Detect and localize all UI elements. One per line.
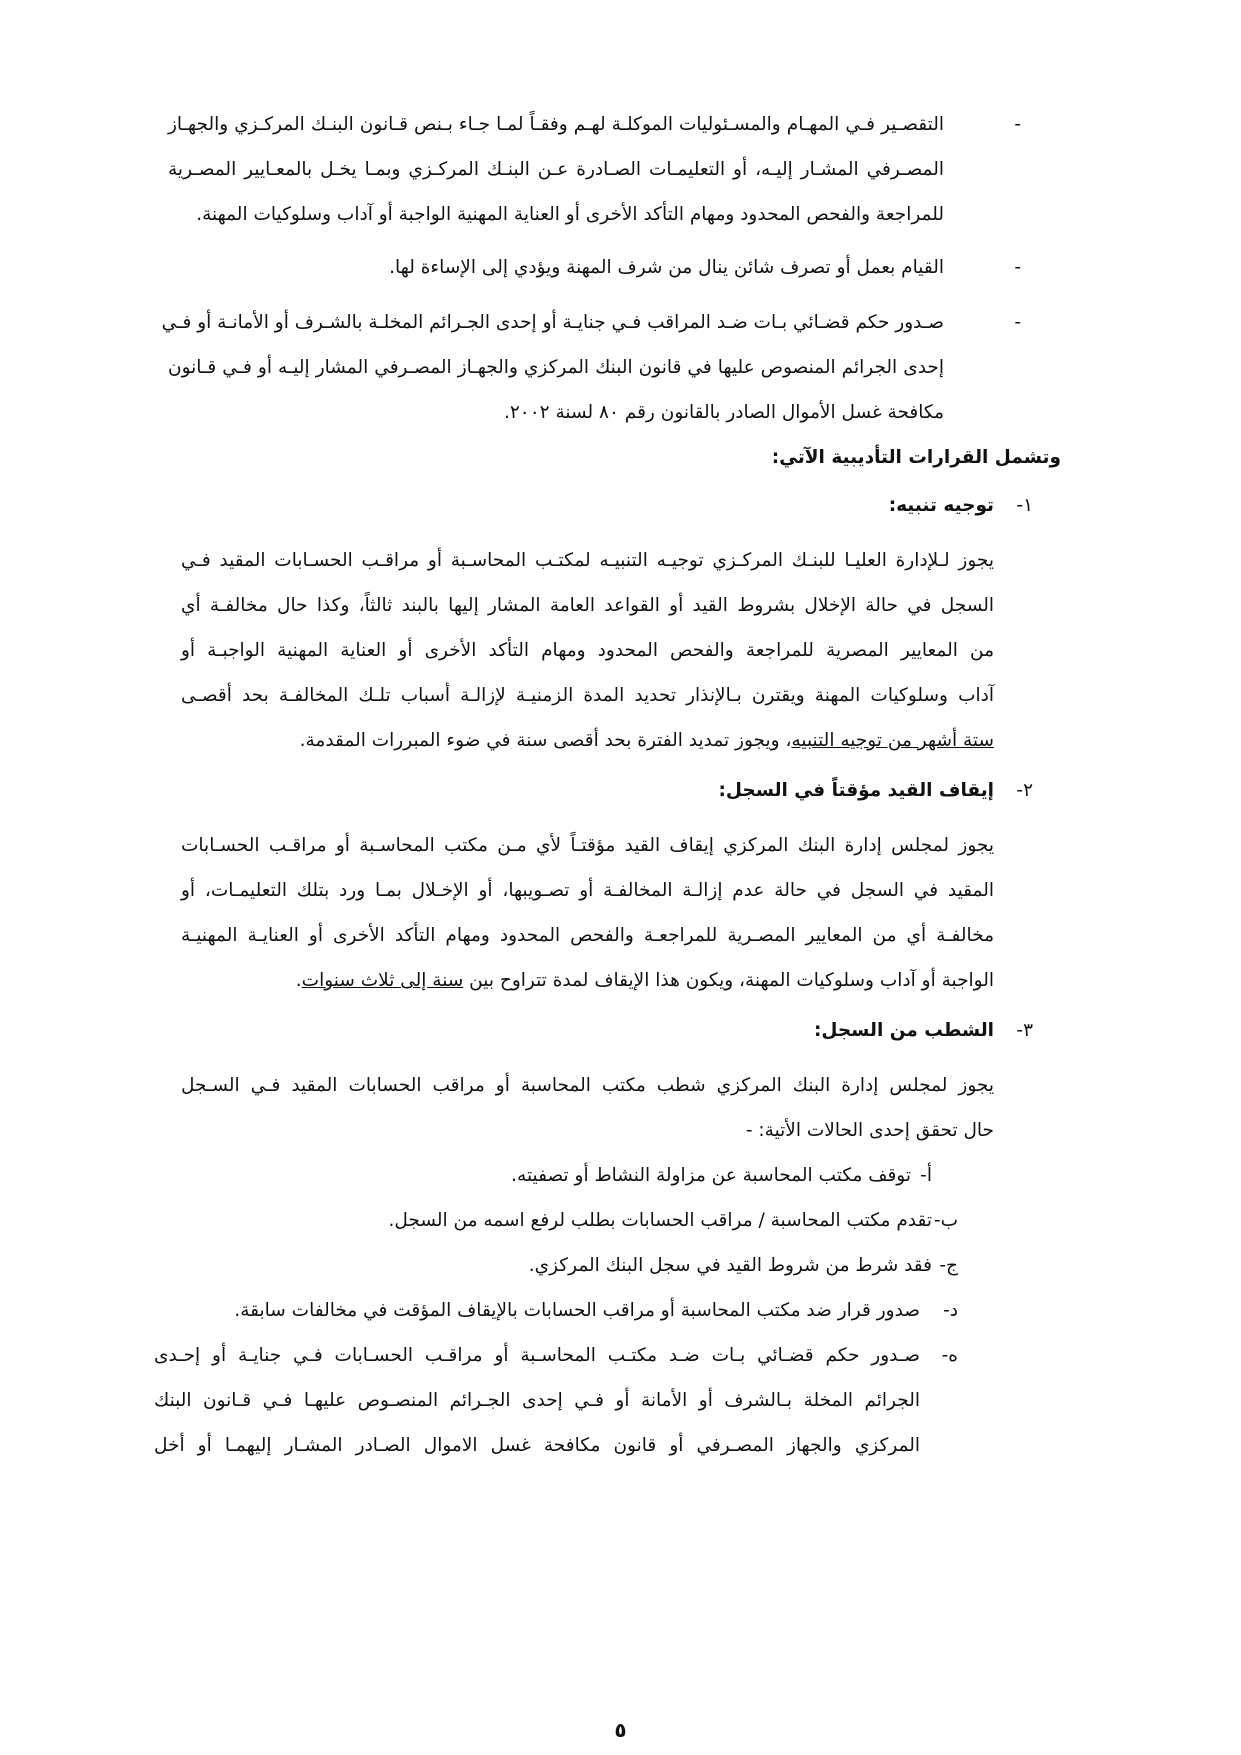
section-1-line-3: من المعايير المصرية للمراجعة والفحص المحدود ومهام التأكد الأخرى أو العناية المهنية الواجبـة أو bbox=[181, 640, 994, 661]
section-3-intro-line-1: يجوز لمجلس إدارة البنك المركزي شطب مكتب المحاسبة أو مراقب الحسابات المقيد فـي السـجل bbox=[181, 1075, 994, 1096]
section-1-line-2: السجل في حالة الإخلال بشروط القيد أو القواعد العامة المشار إليها بالبند ثالثاً، وكذا حال مخالفـة أي bbox=[181, 595, 994, 616]
section-2-line-4 bbox=[296, 968, 994, 994]
bullet-1-line-2: المصـرفي المشـار إليـه، أو التعليمـات الصـادرة عـن البنـك المركـزي وبمـا يخـل بالمعـايير المصـرية bbox=[168, 159, 944, 180]
bullet-dash: - bbox=[1014, 257, 1021, 278]
section-1-number: ١- bbox=[1016, 495, 1033, 516]
section-2-underlined-text: سنة إلى ثلاث سنوات bbox=[301, 970, 464, 991]
section-2-end-text: . bbox=[295, 970, 302, 991]
item-d-label: د- bbox=[943, 1300, 958, 1321]
item-d-text: صدور قرار ضد مكتب المحاسبة أو مراقب الحسابات بالإيقاف المؤقت في مخالفات سابقة. bbox=[234, 1300, 920, 1321]
bullet-dash: - bbox=[1014, 312, 1021, 333]
page-number: ٥ bbox=[614, 1718, 627, 1742]
section-2-line-2: المقيد في السجل في حالة عدم إزالـة المخالفـة أو تصـويبها، أو الإخـلال بمـا ورد بتلك التعليمـات، أو bbox=[181, 880, 994, 901]
section-2-title: إيقاف القيد مؤقتاً في السجل: bbox=[718, 780, 994, 801]
bullet-dash: - bbox=[1014, 114, 1021, 135]
section-2-number: ٢- bbox=[1016, 780, 1033, 801]
bullet-1-line-1: التقصـير فـي المهـام والمسـئوليات الموكلـة لهـم وفقـاً لمـا جـاء بـنص قـانون البنـك المركـزي والجهـاز bbox=[168, 114, 944, 135]
section-1-title: توجيه تنبيه: bbox=[888, 495, 994, 516]
bullet-3-line-2: إحدى الجرائم المنصوص عليها في قانون البنك المركزي والجهـاز المصـرفي المشار إليـه أو فـي قـانون bbox=[168, 357, 944, 378]
section-1-underlined-text: ستة أشهر من توجيه التنبيه bbox=[791, 730, 994, 751]
item-c-text: فقد شرط من شروط القيد في سجل البنك المركزي. bbox=[528, 1255, 932, 1276]
item-b-text: تقدم مكتب المحاسبة / مراقب الحسابات بطلب لرفع اسمه من السجل. bbox=[388, 1210, 932, 1231]
section-3-title: الشطب من السجل: bbox=[813, 1020, 994, 1041]
bullet-1-line-3: للمراجعة والفحص المحدود ومهام التأكد الأخرى أو العناية المهنية الواجبة أو آداب وسلوكيات المهنة. bbox=[196, 204, 944, 225]
section-1-rest-text: ، ويجوز تمديد الفترة بحد أقصى سنة في ضوء المبررات المقدمة. bbox=[299, 730, 792, 751]
section-3-intro-line-2: حال تحقق إحدى الحالات الأتية: - bbox=[745, 1120, 994, 1141]
item-e-label: ه- bbox=[941, 1345, 958, 1366]
section-2-line-1: يجوز لمجلس إدارة البنك المركزي إيقاف القيد مؤقتـاً لأي مـن مكتب المحاسـبة أو مراقـب الحسـابات bbox=[181, 835, 994, 856]
bullet-3-line-1: صـدور حكم قضـائي بـات ضـد المراقب فـي جنايـة أو إحدى الجـرائم المخلـة بالشـرف أو الأمانـة أو فـي bbox=[161, 312, 944, 333]
section-1-line-4: آداب وسلوكيات المهنة ويقترن بـالإنذار تحديد المدة الزمنيـة لإزالـة أسباب تلـك المخالفـة بحد أقصـى bbox=[181, 685, 994, 706]
section-2-plain-text: الواجبة أو آداب وسلوكيات المهنة، ويكون هذا الإيقاف لمدة تتراوح بين bbox=[463, 970, 994, 991]
section-1-line-5 bbox=[300, 728, 994, 754]
item-b-label: ب- bbox=[933, 1210, 958, 1231]
item-a-label: أ- bbox=[920, 1165, 932, 1186]
item-a-text: توقف مكتب المحاسبة عن مزاولة النشاط أو تصفيته. bbox=[511, 1165, 911, 1186]
item-e-line-2: الجرائم المخلة بـالشرف أو الأمانة أو فـي إحدى الجـرائم المنصـوص عليهـا فـي قـانون البنك bbox=[154, 1390, 920, 1411]
bullet-2-line-1: القيام بعمل أو تصرف شائن ينال من شرف المهنة ويؤدي إلى الإساءة لها. bbox=[389, 257, 944, 278]
item-e-line-1: صـدور حكم قضـائي بـات ضـد مكتـب المحاسـبة أو مراقـب الحسـابات فـي جنايـة أو إحـدى bbox=[154, 1345, 920, 1366]
item-c-label: ج- bbox=[939, 1255, 958, 1276]
section-2-line-3: مخالفـة أي من المعايير المصـرية للمراجعـة والفحص المحدود ومهام التأكد الأخرى أو العنايـة المهنيـة bbox=[181, 925, 994, 946]
bullet-3-line-3: مكافحة غسل الأموال الصادر بالقانون رقم ٨٠ لسنة ٢٠٠٢. bbox=[503, 402, 944, 423]
decisions-heading: وتشمل القرارات التأديبية الآتي: bbox=[771, 447, 1061, 468]
section-1-line-1: يجوز لـلإدارة العليـا للبنـك المركـزي توجيـه التنبيـه لمكتـب المحاسـبة أو مراقـب الحسـابات المقيد فـي bbox=[181, 550, 994, 571]
item-e-line-3: المركزي والجهاز المصـرفي أو قانون مكافحة غسل الاموال الصـادر المشـار إليهمـا أو أخل bbox=[154, 1435, 920, 1456]
section-3-number: ٣- bbox=[1016, 1020, 1033, 1041]
